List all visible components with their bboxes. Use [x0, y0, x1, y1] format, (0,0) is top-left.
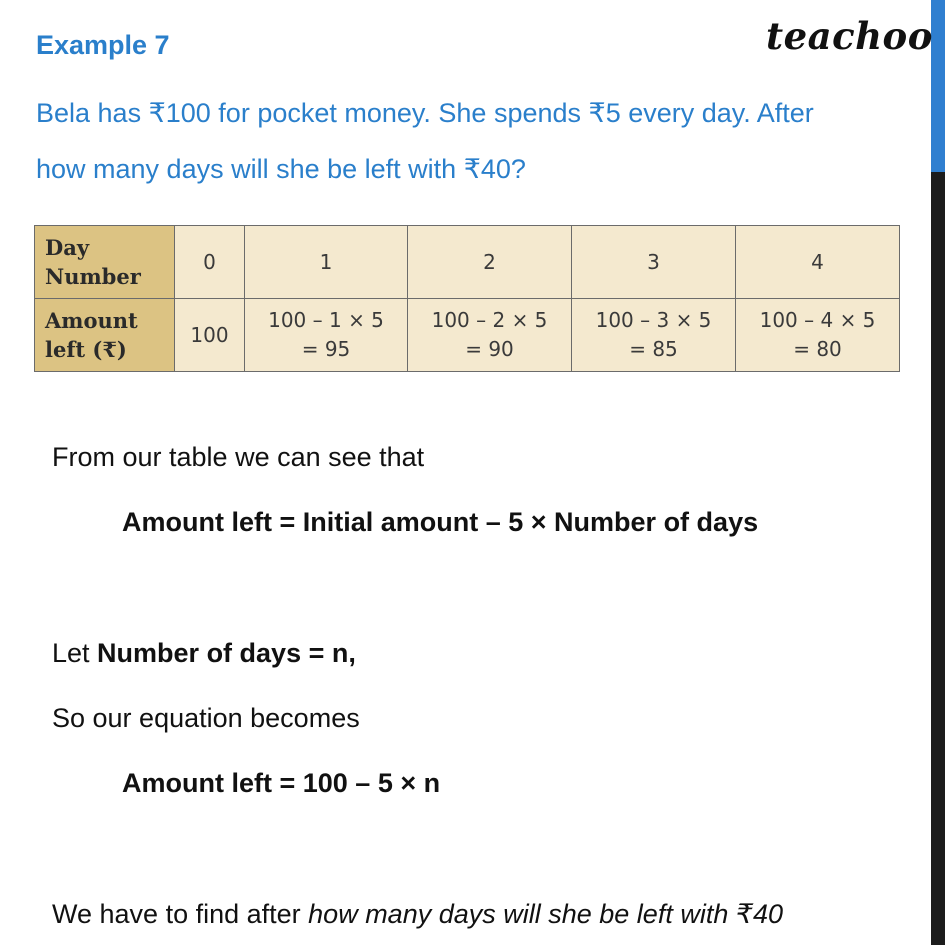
header-line: Number [45, 264, 141, 289]
find-prefix: We have to find after [52, 899, 309, 929]
amount-expression: 100 – 1 × 5 [268, 308, 384, 332]
amount-cell [408, 299, 572, 372]
find-question: how many days will she be left with ₹40 [308, 899, 784, 929]
amount-result: = 85 [629, 337, 678, 361]
day-cell: 3 [572, 226, 736, 299]
amount-result: = 80 [793, 337, 842, 361]
side-bar-accent [931, 0, 945, 172]
day-cell: 0 [175, 226, 245, 299]
question-line-1: Bela has ₹100 for pocket money. She spends ₹5 every day. After [36, 98, 814, 128]
header-line: Day [45, 235, 90, 260]
example-title: Example 7 [36, 30, 170, 60]
header-line: left (₹) [45, 337, 127, 362]
formula-general: Amount left = Initial amount – 5 × Number of days [122, 507, 759, 537]
let-prefix: Let [52, 638, 98, 668]
question-line-2: how many days will she be left with ₹40? [36, 154, 526, 184]
formula-specific: Amount left = 100 – 5 × n [122, 768, 441, 798]
amount-cell [572, 299, 736, 372]
day-number-header [35, 226, 175, 299]
body-line-find [52, 899, 783, 930]
amount-result: = 90 [465, 337, 514, 361]
teachoo-logo: teachoo [766, 14, 933, 58]
amount-expression: 100 – 2 × 5 [431, 308, 548, 332]
amount-cell [736, 299, 900, 372]
day-cell: 4 [736, 226, 900, 299]
let-variable: Number of days = n, [97, 638, 356, 668]
day-amount-table [34, 225, 900, 372]
question-text [36, 85, 916, 197]
body-line-equation-intro: So our equation becomes [52, 703, 360, 733]
amount-result: 100 [190, 322, 229, 347]
day-cell: 1 [245, 226, 408, 299]
table-row-day-number [35, 226, 900, 299]
amount-cell [175, 299, 245, 372]
amount-expression: 100 – 3 × 5 [595, 308, 712, 332]
amount-cell [245, 299, 408, 372]
header-line: Amount [45, 308, 138, 333]
day-cell: 2 [408, 226, 572, 299]
amount-left-header [35, 299, 175, 372]
body-line-observation: From our table we can see that [52, 442, 425, 472]
table-row-amount-left [35, 299, 900, 372]
body-line-let [52, 638, 356, 669]
amount-expression: 100 – 4 × 5 [759, 308, 876, 332]
amount-result: = 95 [301, 337, 351, 361]
